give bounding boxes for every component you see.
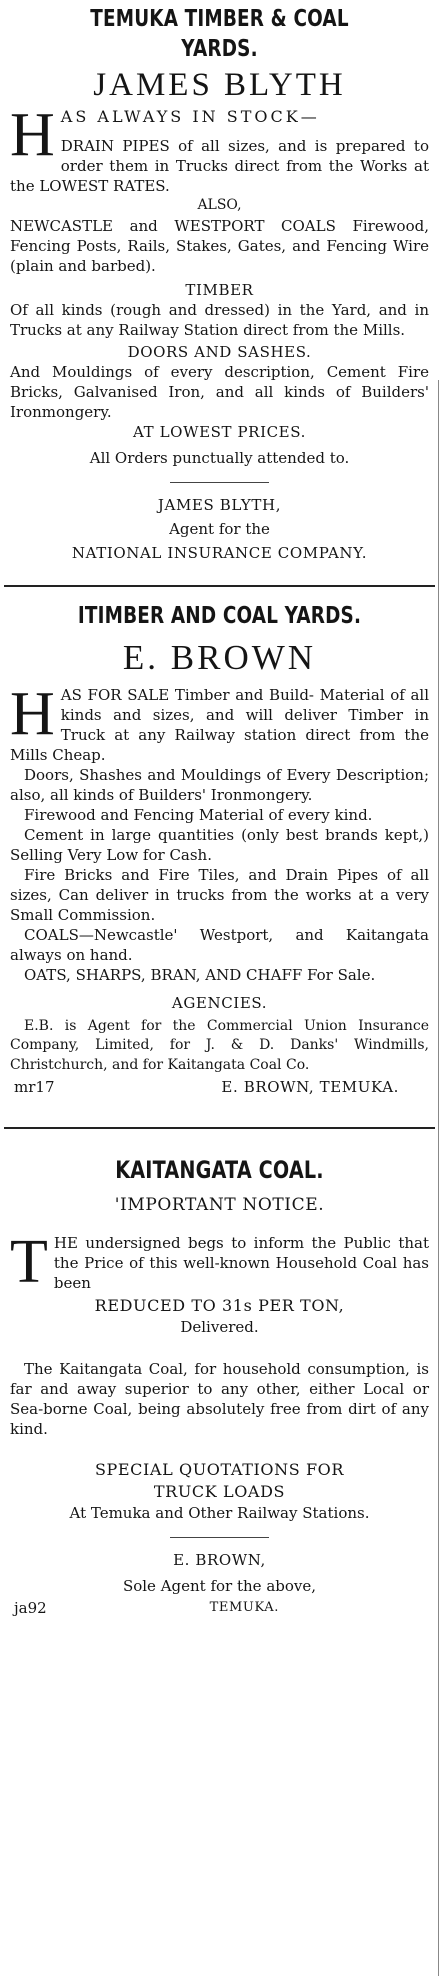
- short-rule: [170, 1537, 269, 1538]
- drop-cap: H: [10, 101, 55, 169]
- coals-text: NEWCASTLE and WESTPORT COALS Firewood, Fencing Posts, Rails, Stakes, Gates, and Fencing Wire (plain and barbed).: [10, 216, 429, 275]
- firewood-text: Firewood and Fencing Material of every kind.: [24, 805, 373, 824]
- drop-cap: T: [10, 1228, 48, 1296]
- advertisement-kaitangata-coal: [0, 1129, 439, 1618]
- orders-line: All Orders punctually attended to.: [89, 448, 350, 467]
- advertisement-james-blyth: [0, 0, 439, 563]
- signature: E. BROWN, TEMUKA.: [221, 1078, 399, 1096]
- intro-text: AS FOR SALE Timber and Build- Material of all kinds and sizes, and will deliver Timber in Truck at any Railway station direct from the Mills Cheap.: [10, 685, 429, 764]
- advertiser-name: E. BROWN: [122, 637, 317, 677]
- railway-stations: At Temuka and Other Railway Stations.: [69, 1504, 370, 1522]
- ad-heading: TEMUKA TIMBER & COAL YARDS.: [90, 6, 349, 62]
- prices-line: AT LOWEST PRICES.: [133, 422, 306, 441]
- coal-description: The Kaitangata Coal, for household consumption, is far and away superior to any other, either Local or Sea-borne Coal, being absolutely free from dirt of any kind.: [10, 1360, 429, 1438]
- coals-text: COALS—Newcastle' Westport, and Kaitangata always on hand.: [10, 925, 429, 964]
- doors-text: Doors, Shashes and Mouldings of Every Description; also, all kinds of Builders' Ironmongery.: [10, 765, 429, 804]
- signature-company: NATIONAL INSURANCE COMPANY.: [71, 543, 368, 562]
- truck-loads: TRUCK LOADS: [153, 1482, 286, 1501]
- special-quotations: SPECIAL QUOTATIONS FOR: [94, 1460, 345, 1479]
- ad-code: ja92: [14, 1599, 47, 1617]
- signature-name: JAMES BLYTH,: [157, 495, 282, 514]
- timber-heading: TIMBER: [185, 280, 254, 299]
- reduced-price: REDUCED TO 31s PER TON,: [94, 1296, 345, 1315]
- signature-name: E. BROWN,: [173, 1551, 266, 1569]
- drop-cap: H: [10, 679, 55, 748]
- town-name: TEMUKA.: [209, 1600, 279, 1615]
- doors-heading: DOORS AND SASHES.: [127, 342, 312, 361]
- drain-pipes-text: DRAIN PIPES of all sizes, and is prepared to order them in Trucks direct from the Works at the LOWEST RATES.: [10, 137, 429, 195]
- important-notice: 'IMPORTANT NOTICE.: [114, 1195, 325, 1215]
- also-label: ALSO,: [197, 197, 242, 213]
- ad-heading: ITIMBER AND COAL YARDS.: [77, 602, 362, 629]
- timber-text: Of all kinds (rough and dressed) in the Yard, and in Trucks at any Railway Station direct from the Mills.: [10, 300, 429, 339]
- advertiser-name: JAMES BLYTH: [93, 67, 346, 103]
- intro-line: AS ALWAYS IN STOCK—: [60, 107, 320, 126]
- agencies-text: E.B. is Agent for the Commercial Union Insurance Company, Limited, for J. & D. Danks' Windmills, Christchurch, and for Kaitangata Coal Co.: [10, 1017, 429, 1073]
- signature-line: Sole Agent for the above,: [122, 1577, 317, 1595]
- delivered-line: Delivered.: [180, 1318, 259, 1336]
- agencies-heading: AGENCIES.: [171, 993, 268, 1012]
- ad-heading: KAITANGATA COAL.: [115, 1156, 324, 1184]
- mouldings-text: And Mouldings of every description, Cement Fire Bricks, Galvanised Iron, and all kinds of Builders' Ironmongery.: [10, 362, 429, 421]
- oats-text: OATS, SHARPS, BRAN, AND CHAFF For Sale.: [24, 965, 376, 984]
- short-rule: [170, 482, 269, 483]
- cement-text: Cement in large quantities (only best brands kept,) Selling Very Low for Cash.: [10, 825, 429, 864]
- ad-code: mr17: [14, 1078, 55, 1096]
- intro-text: HE undersigned begs to inform the Public that the Price of this well-known Household Coal has been: [53, 1234, 429, 1292]
- advertisement-e-brown-timber: [0, 587, 439, 1098]
- fire-bricks-text: Fire Bricks and Fire Tiles, and Drain Pipes of all sizes, Can deliver in trucks from the works at a very Small Commission.: [10, 865, 429, 924]
- signature-agent: Agent for the: [169, 519, 270, 538]
